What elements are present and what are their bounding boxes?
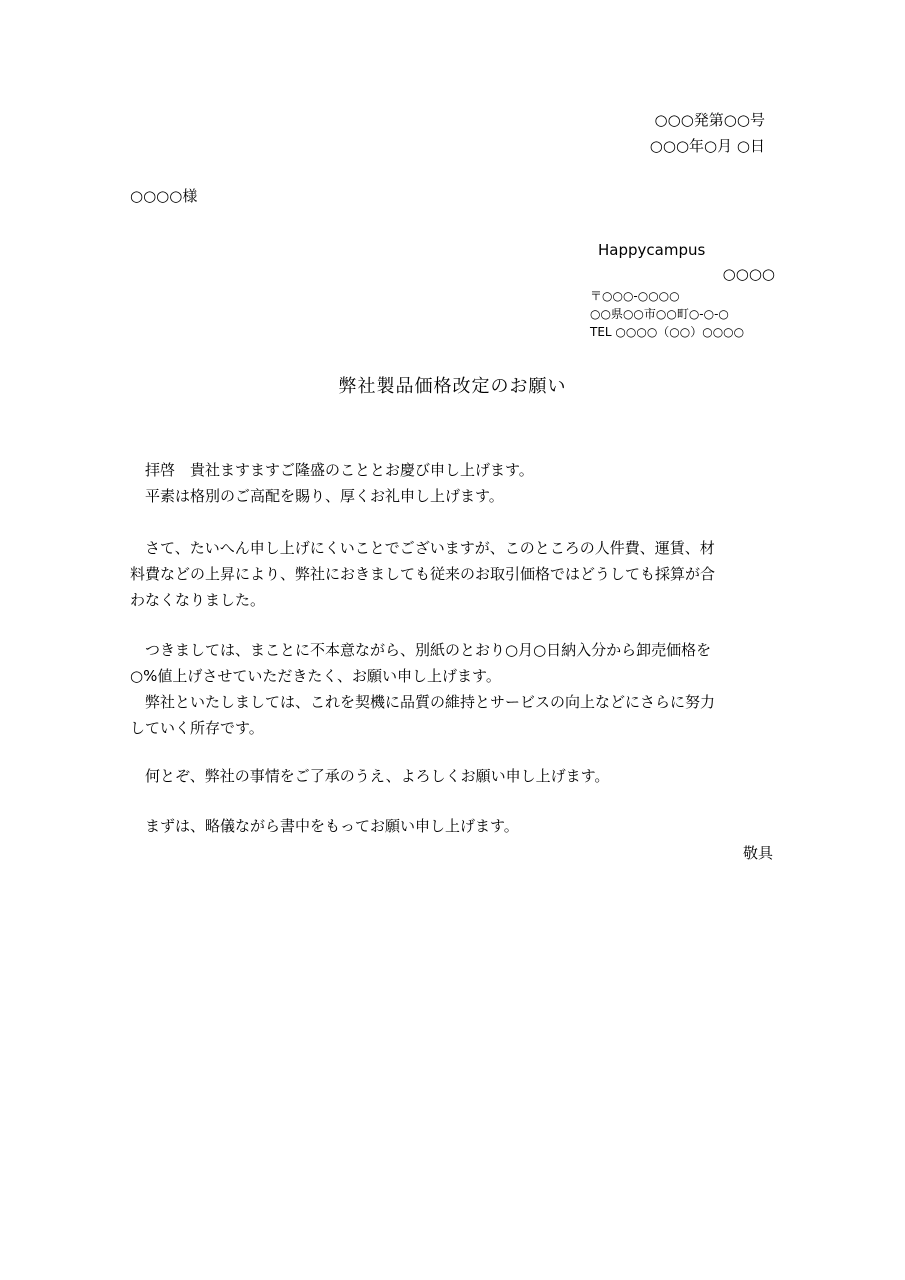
paragraph-4-text: 何とぞ、弊社の事情をご了承のうえ、よろしくお願い申し上げます。 [145,767,610,785]
greeting-line-2 [130,483,504,509]
greeting-line-2-text: 平素は格別のご高配を賜り、厚くお礼申し上げます。 [145,487,504,505]
sender-name: ○○○○ [722,265,775,283]
paragraph-3-line-2: していく所存です。 [130,719,264,737]
paragraph-2-line-1-text: つきましては、まことに不本意ながら、別紙のとおり○月○日納入分から卸売価格を [145,641,712,659]
paragraph-1-line-2: 料費などの上昇により、弊社におきましても従来のお取引価格ではどうしても採算が合 [130,565,716,583]
greeting-line-1 [130,457,534,483]
paragraph-4 [130,763,609,789]
paragraph-1-line-1 [130,535,715,561]
sender-phone: TEL ○○○○（○○）○○○○ [590,325,745,339]
document-number: ○○○発第○○号 [654,111,765,129]
closing-keigu: 敬具 [742,844,773,862]
document-date: ○○○年○月 ○日 [649,137,765,155]
paragraph-1-line-3: わなくなりました。 [130,591,266,609]
paragraph-5-text: まずは、略儀ながら書中をもってお願い申し上げます。 [145,817,519,835]
paragraph-1-line-1-text: さて、たいへん申し上げにくいことでございますが、このところの人件費、運賃、材 [145,539,715,557]
greeting-line-1-text: 拝啓 貴社ますますご隆盛のこととお慶び申し上げます。 [145,461,534,479]
sender-company: Happycampus [598,241,706,259]
sender-address: ○○県○○市○○町○-○-○ [590,307,729,321]
paragraph-5 [130,813,519,839]
recipient-name: ○○○○様 [130,187,198,205]
paragraph-2-line-2: ○%値上げさせていただきたく、お願い申し上げます。 [130,667,501,685]
paragraph-2-line-1 [130,637,711,663]
paragraph-3-line-1 [130,689,715,715]
sender-postal-code: 〒○○○-○○○○ [590,289,680,303]
letter-title: 弊社製品価格改定のお願い [338,376,567,397]
paragraph-3-line-1-text: 弊社といたしましては、これを契機に品質の維持とサービスの向上などにさらに努力 [145,693,716,711]
